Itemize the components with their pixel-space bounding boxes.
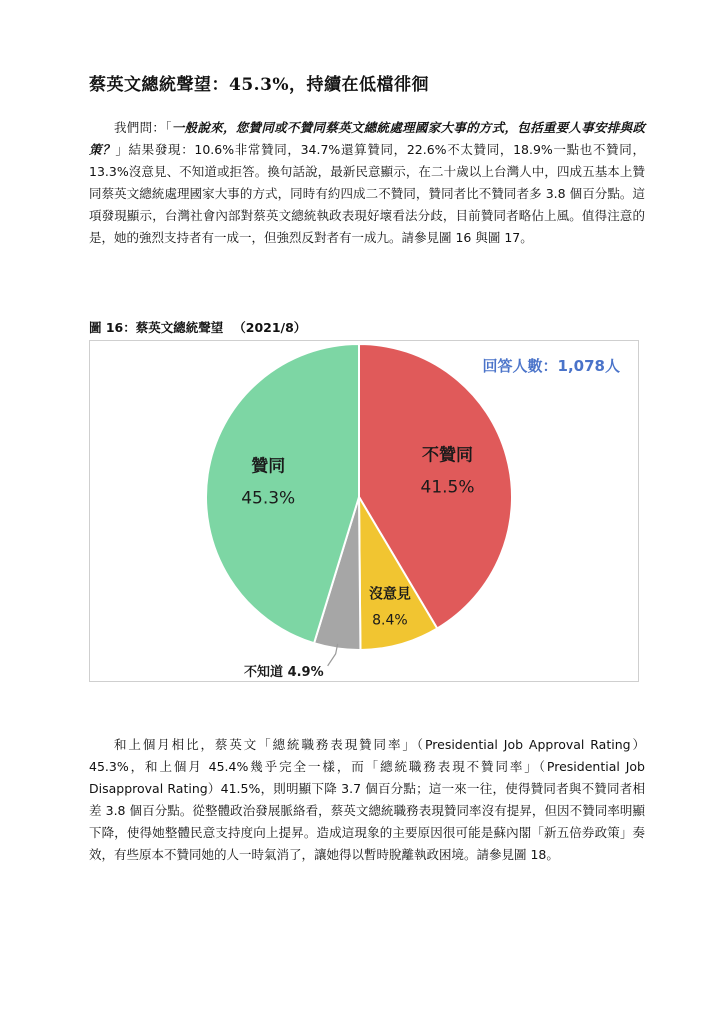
paragraph-2: 和上個月相比，蔡英文「總統職務表現贊同率」（Presidential Job Approval Rating）45.3%，和上個月 45.4%幾乎完全一樣，而「總統職務表現不贊同率」（Presidential Job Disapproval Rating）41.5%，則明顯下降 3.7 個百分點；這一來一往，使得贊同者與不贊同者相差 3.8 個百分點。從整體政治發展脈絡看，蔡英文總統職務表現贊同率沒有提昇，但因不贊同率明顯下降，使得她整體民意支持度向上提昇。造成這現象的主要原因很可能是蘇內閣「新五倍券政策」奏效，有些原本不贊同她的人一時氣消了，讓她得以暫時脫離執政困境。請參見圖 18。 (89, 737, 645, 862)
figure-caption-date: （2021/8） (233, 320, 307, 335)
slice-label: 贊同 (251, 456, 286, 477)
paragraph-1 (89, 117, 645, 249)
slice-label: 不贊同 (422, 445, 474, 466)
slice-value-label: 41.5% (420, 477, 475, 498)
survey-question: 一般說來，您贊同或不贊同蔡英文總統處理國家大事的方式，包括重要人事安排與政策？ (89, 120, 645, 157)
figure-caption-title: 圖 16：蔡英文總統聲望 (89, 320, 224, 335)
pie-chart-frame (89, 340, 639, 682)
figure-caption (89, 318, 306, 336)
slice-callout-label: 不知道 4.9% (244, 664, 324, 680)
slice-value-label: 45.3% (241, 488, 296, 509)
pie-chart (90, 341, 640, 683)
slice-value-label: 8.4% (372, 612, 408, 629)
respondents-count: 回答人數：1,078人 (482, 357, 620, 375)
paragraph-1-lead: 我們問：「 (114, 120, 172, 135)
paragraph-1-body: 」結果發現：10.6%非常贊同，34.7%還算贊同，22.6%不太贊同，18.9%一點也不贊同，13.3%沒意見、不知道或拒答。換句話說，最新民意顯示，在二十歲以上台灣人中，四成五基本上贊同蔡英文總統處理國家大事的方式，同時有約四成二不贊同，贊同者比不贊同者多 3.8 個百分點。這項發現顯示，台灣社會內部對蔡英文總統執政表現好壞看法分歧，目前贊同者略佔上風。值得注意的是，她的強烈支持者有一成一，但強烈反對者有一成九。請參見圖 16 與圖 17。 (89, 142, 645, 245)
section-heading: 蔡英文總統聲望：45.3%，持續在低檔徘徊 (89, 75, 430, 95)
slice-label: 沒意見 (368, 586, 411, 603)
